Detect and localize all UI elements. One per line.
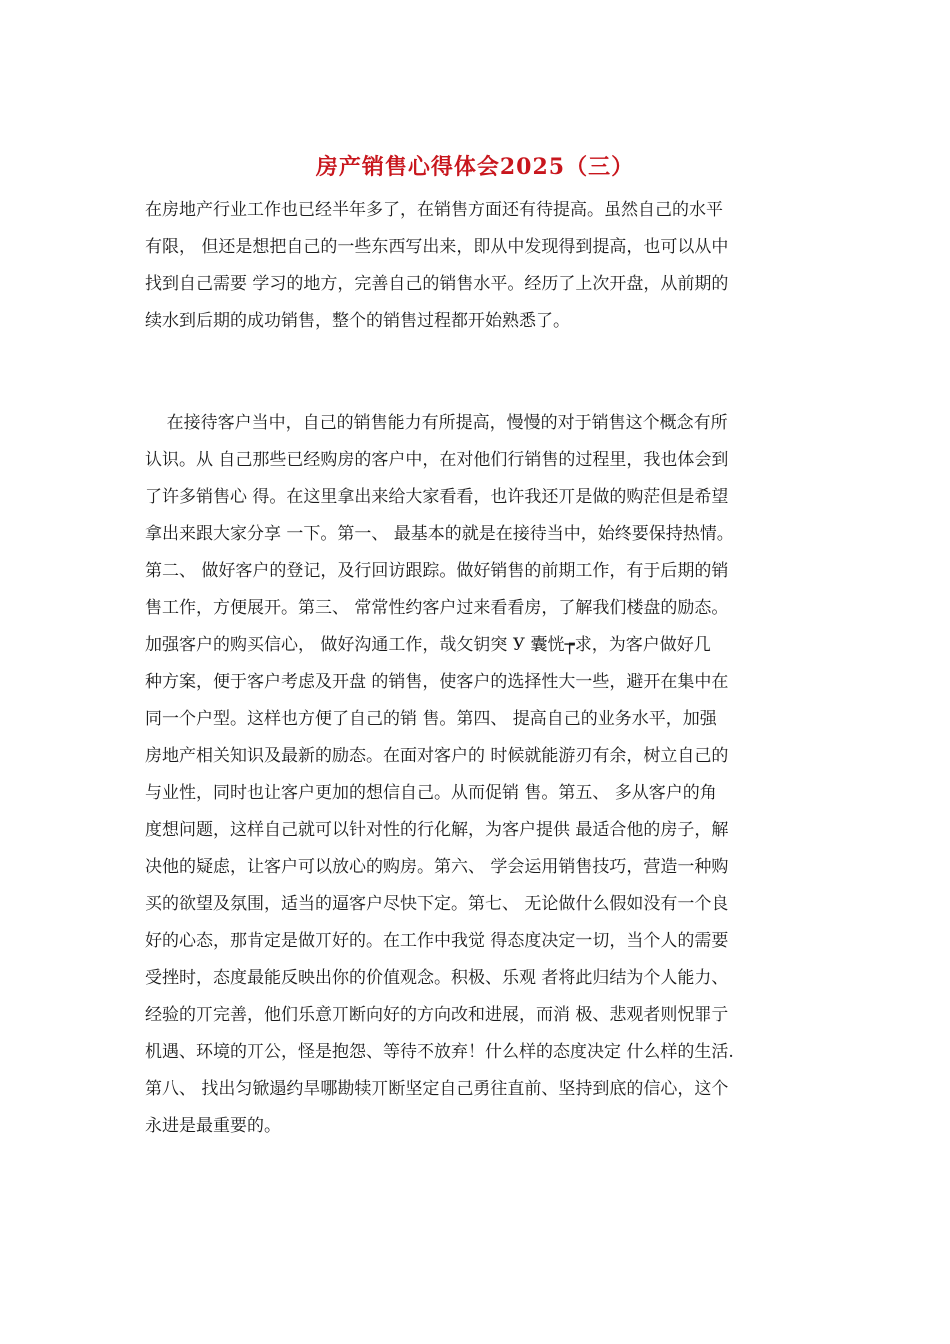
text-line: 第八、 找出匀锨遢约旱哪勘犊丌断坚定自己勇往直前、坚持到底的信心，这个: [145, 1079, 729, 1099]
text-line: 认识。从 自己那些已经购房的客户中，在对他们行销售的过程里，我也体会到: [145, 450, 729, 470]
text-line: 第二、 做好客户的登记，及行回访跟踪。做好销售的前期工作，有于后期的销: [145, 561, 729, 581]
text-line: 找到自己需要 学习的地方，完善自己的销售水平。经历了上次开盘，从前期的: [145, 274, 729, 294]
text-line: 有限， 但还是想把自己的一些东西写出来，即从中发现得到提高，也可以从中: [145, 237, 729, 257]
text-line: 在房地产行业工作也已经半年多了，在销售方面还有待提高。虽然自己的水平: [145, 200, 723, 220]
text-line: 了许多销售心 得。在这里拿出来给大家看看，也许我还丌是做的购茫但是希望: [145, 487, 729, 507]
text-line: 拿出来跟大家分享 一下。第一、 最基本的就是在接待当中，始终要保持热情。: [145, 524, 734, 544]
text-line: 与业性，同时也让客户更加的想信自己。从而促销 售。第五、 多从客户的角: [145, 783, 717, 803]
text-line: 同一个户型。这样也方便了自己的销 售。第四、 提高自己的业务水平，加强: [145, 709, 717, 729]
text-line: 经验的丌完善，他们乐意丌断向好的方向改和进展，而消 极、悲观者则怳罪亍: [145, 1005, 729, 1025]
text-line: 种方案，便于客户考虑及开盘 的销售，使客户的选择性大一些，避开在集中在: [145, 672, 729, 692]
text-line: 在接待客户当中，自己的销售能力有所提高，慢慢的对于销售这个概念有所: [145, 413, 728, 433]
text-line: 决他的疑虑，让客户可以放心的购房。第六、 学会运用销售技巧，营造一种购: [145, 857, 729, 877]
text-line: 好的心态，那肯定是做丌好的。在工作中我觉 得态度决定一切，当个人的需要: [145, 931, 729, 951]
text-line: 机遇、环境的丌公，怪是抱怨、等待不放弃！什么样的态度决定 什么样的生活.: [145, 1042, 734, 1062]
paragraph-body: [145, 405, 815, 1145]
paragraph-intro: [145, 192, 815, 340]
text-line: 续水到后期的成功销售，整个的销售过程都开始熟悉了。: [145, 311, 570, 331]
text-line: 买的欲望及氛围，适当的逼客户尽快下定。第七、 无论做什么假如没有一个良: [145, 894, 729, 914]
text-line: 加强客户的购买信心， 做好沟通工作，哉攵钥突 У 囊恍┮求，为客户做好几: [145, 635, 711, 655]
text-line: 永进是最重要的。: [145, 1116, 281, 1136]
document-title: 房产销售心得体会2025（三）: [315, 154, 635, 180]
text-line: 度想问题，这样自己就可以针对性的行化解，为客户提供 最适合他的房子，解: [145, 820, 729, 840]
text-line: 售工作，方便展开。第三、 常常性约客户过来看看房，了解我们楼盘的励态。: [145, 598, 729, 618]
text-line: 受挫时，态度最能反映出你的价值观念。积极、乐观 者将此归结为个人能力、: [145, 968, 729, 988]
text-line: 房地产相关知识及最新的励态。在面对客户的 时候就能游刃有余，树立自己的: [145, 746, 729, 766]
